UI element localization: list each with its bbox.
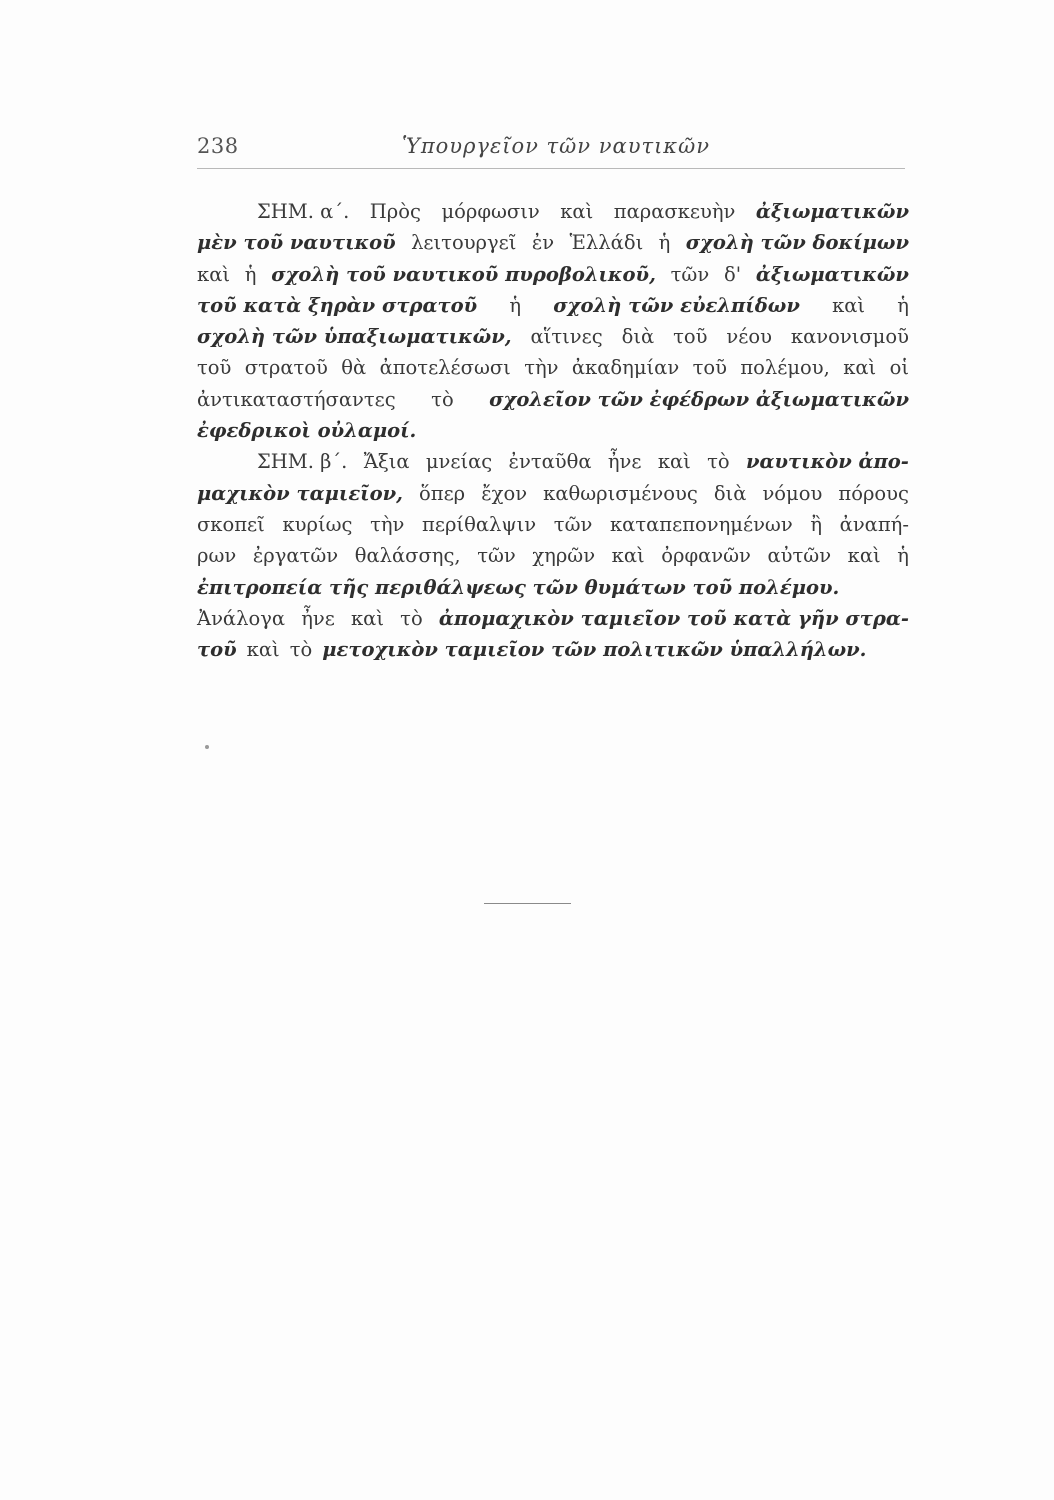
text-line: ρων ἐργατῶν θαλάσσης, τῶν χηρῶν καὶ ὀρφανῶν αὐτῶν καὶ ἡ (197, 544, 909, 568)
text-line: ἀντικαταστήσαντες τὸ σχολεῖον τῶν ἐφέδρων ἀξιωματικῶν (197, 387, 909, 411)
text-line: τοῦ κατὰ ξηρὰν στρατοῦ ἡ σχολὴ τῶν εὐελπίδων καὶ ἡ (197, 293, 909, 317)
running-head: Ὑπουργεῖον τῶν ναυτικῶν (402, 134, 710, 158)
end-rule (484, 903, 571, 904)
text-line: μαχικὸν ταμιεῖον, ὅπερ ἔχον καθωρισμένους διὰ νόμου πόρους (197, 481, 909, 505)
text-line: ΣΗΜ. α΄. Πρὸς μόρφωσιν καὶ παρασκευὴν ἀξιωματικῶν (257, 200, 909, 223)
body-text (197, 196, 909, 665)
text-line: Ἀνάλογα ἦνε καὶ τὸ ἀπομαχικὸν ταμιεῖον τοῦ κατὰ γῆν στρα- (197, 606, 909, 630)
text-line: τοῦ στρατοῦ θὰ ἀποτελέσωσι τὴν ἀκαδημίαν τοῦ πολέμου, καὶ οἱ (197, 356, 909, 380)
text-line: σχολὴ τῶν ὑπαξιωματικῶν, αἵτινες διὰ τοῦ νέου κανονισμοῦ (197, 325, 909, 349)
page-number: 238 (197, 134, 239, 158)
text-line: τοῦ καὶ τὸ μετοχικὸν ταμιεῖον τῶν πολιτικῶν ὑπαλλήλων. (197, 638, 867, 662)
paper-speck (205, 745, 209, 749)
text-line: ἐπιτροπεία τῆς περιθάλψεως τῶν θυμάτων τοῦ πολέμου. (197, 575, 840, 599)
text-line: ΣΗΜ. β΄. Ἄξια μνείας ἐνταῦθα ἦνε καὶ τὸ ναυτικὸν ἀπο- (257, 450, 909, 474)
text-line: καὶ ἡ σχολὴ τοῦ ναυτικοῦ πυροβολικοῦ, τῶν δ' ἀξιωματικῶν (197, 262, 909, 286)
text-line: μὲν τοῦ ναυτικοῦ λειτουργεῖ ἐν Ἑλλάδι ἡ σχολὴ τῶν δοκίμων (197, 231, 909, 255)
text-line: ἐφεδρικοὶ οὐλαμοί. (197, 419, 417, 443)
text-line: σκοπεῖ κυρίως τὴν περίθαλψιν τῶν καταπεπονημένων ἢ ἀναπή- (197, 512, 909, 536)
page-header (197, 130, 905, 164)
header-rule (197, 168, 905, 169)
